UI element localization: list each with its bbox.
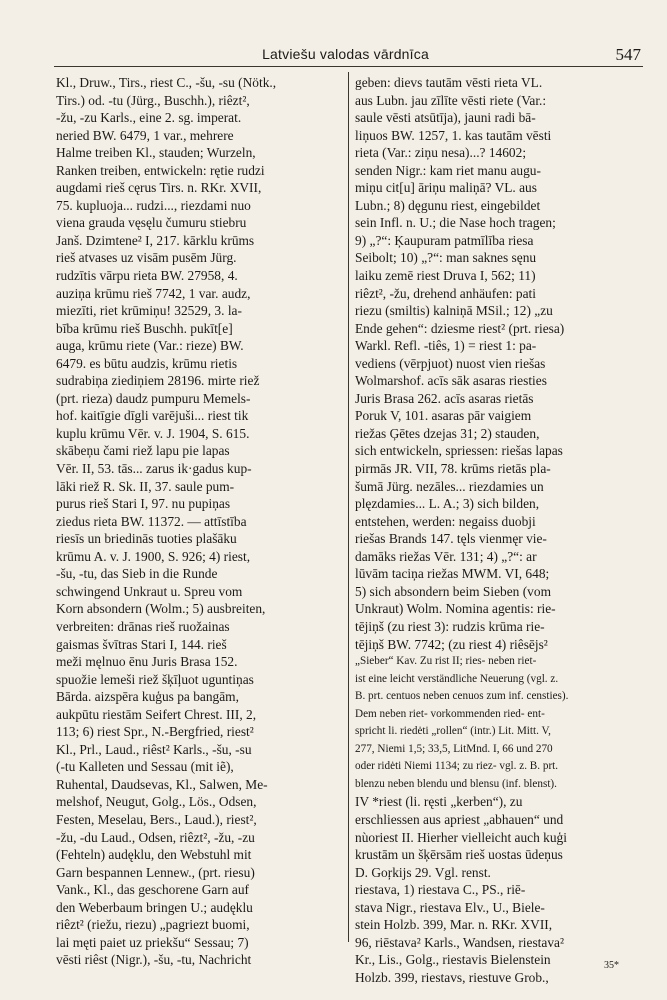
text-line: rieta (Var.: ziņu nesa)...? 14602; [355,145,527,161]
text-line: geben: dievs tautām vēsti rieta VL. [355,75,543,90]
text-line: (prt. rieza) daudz pumpuru Memels- [56,390,251,406]
text-line: Halme treiben Kl., stauden; Wurzeln, [56,145,256,161]
text-line: Tirs.) od. -tu (Jürg., Buschh.), riêzt², [56,92,250,108]
etymology-note-line: oder ridėti Niemi 1134; zu riez- vgl. z. B. prt. [355,760,559,773]
text-line: 6479. es būtu audzis, krūmu rietis [56,355,238,371]
text-line: stein Holzb. 399, Mar. n. RKr. XVII, [355,917,553,933]
text-line: -žu, -zu Karls., eine 2. sg. imperat. [56,110,242,126]
text-line: pirmās JR. VII, 78. krūms rietās pla- [355,461,551,477]
text-line: šumā Jürg. nezāles... riezdamies un [355,478,544,494]
text-line: 113; 6) riest Spr., N.-Bergfried, riest² [56,724,254,740]
text-line: schwingend Unkraut u. Spreu vom [56,583,243,599]
text-line: miņu cit[u] āriņu maliņā? VL. aus [355,180,537,196]
running-head [50,46,641,66]
column-divider [348,72,349,942]
text-line: -žu, -du Laud., Odsen, riêzt², -žu, -zu [56,829,255,845]
text-line: riezu (smiltis) kalniņā MSil.; 12) „zu [355,303,553,319]
text-line: ziedus rieta BW. 11372. — attīstība [56,513,247,529]
text-line: spuožie lemeši riež šķīļuot uguntiņas [56,671,254,687]
text-line: 9) „?“: Ķaupuram patmīlība riesa [355,232,534,248]
text-line: hof. kaitīgie dīgli varējuši... riest tik [56,408,249,424]
text-line: entstehen, werden: negaiss duobji [355,513,536,529]
header-rule [54,66,643,67]
text-line: Lubn.; 8) dęgunu riest, eingebildet [355,197,541,213]
text-line: aukpūtu riestām Seifert Chrest. III, 2, [56,706,257,722]
text-line: stava Nigr., riestava Elv., U., Biele- [355,899,545,915]
text-line: kuplu krūmu Vēr. v. J. 1904, S. 615. [56,425,250,441]
text-line: tējiņš BW. 7742; (zu riest 4) riêsējs² [355,636,548,652]
text-line: Vank., Kl., das geschorene Garn auf [56,882,249,898]
text-line: Ruhental, Daudsevas, Kl., Salwen, Me- [56,776,268,792]
text-line: Kl., Prl., Laud., riêst² Karls., -šu, -su [56,741,252,757]
text-line: verbreiten: drānas rieš ruožainas [56,618,230,634]
etymology-note-line: blenzu neben blendu und blensu (inf. blenst). [355,777,557,790]
text-line: tējiņš (zu riest 3): rudzis krūma rie- [355,618,545,634]
text-line: Vēr. II, 53. tās... zarus ik·gadus kup- [56,461,252,477]
text-line: senden Nigr.: kam riet manu augu- [355,162,541,178]
page-number: 547 [615,45,641,64]
text-line: riestava, 1) riestava C., PS., riē- [355,882,526,898]
text-line: Poruk V, 101. asaras pār vaigiem [355,408,532,424]
text-line: Juris Brasa 262. acīs asaras rietās [355,390,534,406]
right-column [355,74,645,986]
text-line: krustām un šķērsām rieš uostas ūdeņus [355,847,563,863]
text-line: riêzt² (riežu, riezu) „pagriezt buomi, [56,917,250,933]
text-line: vediens (vērpjuot) nuost vien riešas [355,355,546,371]
text-line: miezīti, riet krūmiņu! 32529, 3. la- [56,303,242,319]
text-line: Bārda. aizspēra kuģus pa bangām, [56,689,239,705]
text-line: damāks riežas Vēr. 131; 4) „?“: ar [355,548,537,564]
text-line: gaismas švītras Stari I, 144. rieš [56,636,227,652]
text-line: lāki riež R. Sk. II, 37. saule pum- [56,478,235,494]
text-line: lai męti paiet uz priekšu“ Sessau; 7) [56,934,249,950]
text-line: D. Goŗkijs 29. Vgl. renst. [355,864,491,880]
text-line: Seibolt; 10) „?“: man saknes sęnu [355,250,537,266]
text-line: Korn absondern (Wolm.; 5) ausbreiten, [56,601,266,617]
text-line: (Fehteln) audęklu, den Webstuhl mit [56,847,252,863]
text-line: saule vēsti atsūtīja), jauni radi bā- [355,110,536,126]
text-line: Ende gehen“: dziesme riest² (prt. riesa) [355,320,565,336]
text-line: auga, krūmu riete (Var.: rieze) BW. [56,338,244,354]
signature-mark: 35* [604,960,619,971]
text-line: vēsti riêst (Nigr.), -šu, -tu, Nachricht [56,952,252,968]
text-line: Ranken treiben, entwickeln: rętie rudzi [56,162,265,178]
etymology-note-line: „Sieber“ Kav. Zu rist II; ries- neben riet- [355,655,537,668]
text-line: 75. kupluoja... rudzi..., riezdami nuo [56,197,251,213]
text-line: bība krūmu rieš Buschh. pukīt[e] [56,320,233,336]
text-line: -šu, -tu, das Sieb in die Runde [56,566,218,582]
text-line: krūmu A. v. J. 1900, S. 926; 4) riest, [56,548,251,564]
text-line: sich entwickeln, spriessen: riešas lapas [355,443,563,459]
etymology-note-line: B. prt. centuos neben cenuos zum inf. censties). [355,690,569,703]
text-line: riesīs un briedinās tuoties plašāku [56,531,237,547]
text-line: sein Infl. n. U.; die Nase hoch tragen; [355,215,556,231]
text-line: viena grauda vęsęlu čumuru stiebru [56,215,247,231]
text-line: Janš. Dzimtene² I, 217. kārklu krūms [56,232,255,248]
text-line: Garn bespannen Lennew., (prt. riesu) [56,864,255,880]
text-line: 96, riēstava² Karls., Wandsen, riestava² [355,934,564,950]
text-line: riežas Ģētes dzejas 31; 2) stauden, [355,425,540,441]
text-line: Kr., Lis., Golg., riestavis Bielenstein [355,952,551,968]
text-line: 5) sich absondern beim Sieben (vom [355,583,551,599]
text-line: den Weberbaum bringen U.; audęklu [56,899,253,915]
text-line: riešas Brands 147. tęls vienmęr vie- [355,531,547,547]
text-line: IV *riest (li. ręsti „kerben“), zu [355,794,523,810]
text-line: Warkl. Refl. -tiês, 1) = riest 1: pa- [355,338,537,354]
text-line: Unkraut) Wolm. Nomina agentis: rie- [355,601,556,617]
text-line: Kl., Druw., Tirs., riest C., -šu, -su (Nötk., [56,75,277,90]
text-line: Holzb. 399, riestavs, riestuve Grob., [355,969,549,985]
text-line: purus rieš Stari I, 97. nu pupiņas [56,496,231,512]
text-line: auziņa krūmu rieš 7742, 1 var. audz, [56,285,251,301]
text-line: augdami rieš cęrus Tirs. n. RKr. XVII, [56,180,262,196]
text-line: neried BW. 6479, 1 var., mehrere [56,127,234,143]
text-line: erschliessen aus apriest „abhauen“ und [355,811,564,827]
text-line: riêzt², -žu, drehend anhäufen: pati [355,285,536,301]
text-line: Wolmarshof. acīs sāk asaras riesties [355,373,547,389]
text-line: plęzdamies... L. A.; 3) sich bilden, [355,496,540,512]
etymology-note-line: spricht li. riedėti „rollen“ (intr.) Lit. Mitt. V, [355,725,551,738]
etymology-note-line: 277, Niemi 1,5; 33,5, LitMnd. I, 66 und 270 [355,742,553,755]
text-line: meži męlnuo ēnu Juris Brasa 152. [56,654,238,670]
text-line: aus Lubn. jau zīlīte vēsti riete (Var.: [355,92,547,108]
text-line: rieš atvases uz visām pusēm Jürg. [56,250,237,266]
etymology-note-line: Dem neben riet- vorkommenden ried- ent- [355,707,545,720]
text-line: liņuos BW. 1257, 1. kas tautām vēsti [355,127,552,143]
etymology-note-line: ist eine leicht verständliche Neuerung (vgl. z. [355,672,559,685]
text-line: laiku zemē riest Druva I, 562; 11) [355,268,536,284]
text-line: (-tu Kalleten und Sessau (mit iẽ), [56,759,234,775]
text-line: rudzītis vārpu rieta BW. 27958, 4. [56,268,238,284]
page-title: Latviešu valodas vārdnīca [262,46,429,62]
text-line: melshof, Neugut, Golg., Lös., Odsen, [56,794,257,810]
text-line: lūvām taciņa riežas MWM. VI, 648; [355,566,550,582]
text-line: nùoriest II. Hierher vielleicht auch kuģi [355,829,567,845]
left-column [56,74,346,969]
text-line: sudrabiņa ziediņiem 28196. mirte riež [56,373,260,389]
text-line: skābeņu čami riež lapu pie lapas [56,443,230,459]
text-line: Festen, Meselau, Bers., Laud.), riest², [56,811,257,827]
